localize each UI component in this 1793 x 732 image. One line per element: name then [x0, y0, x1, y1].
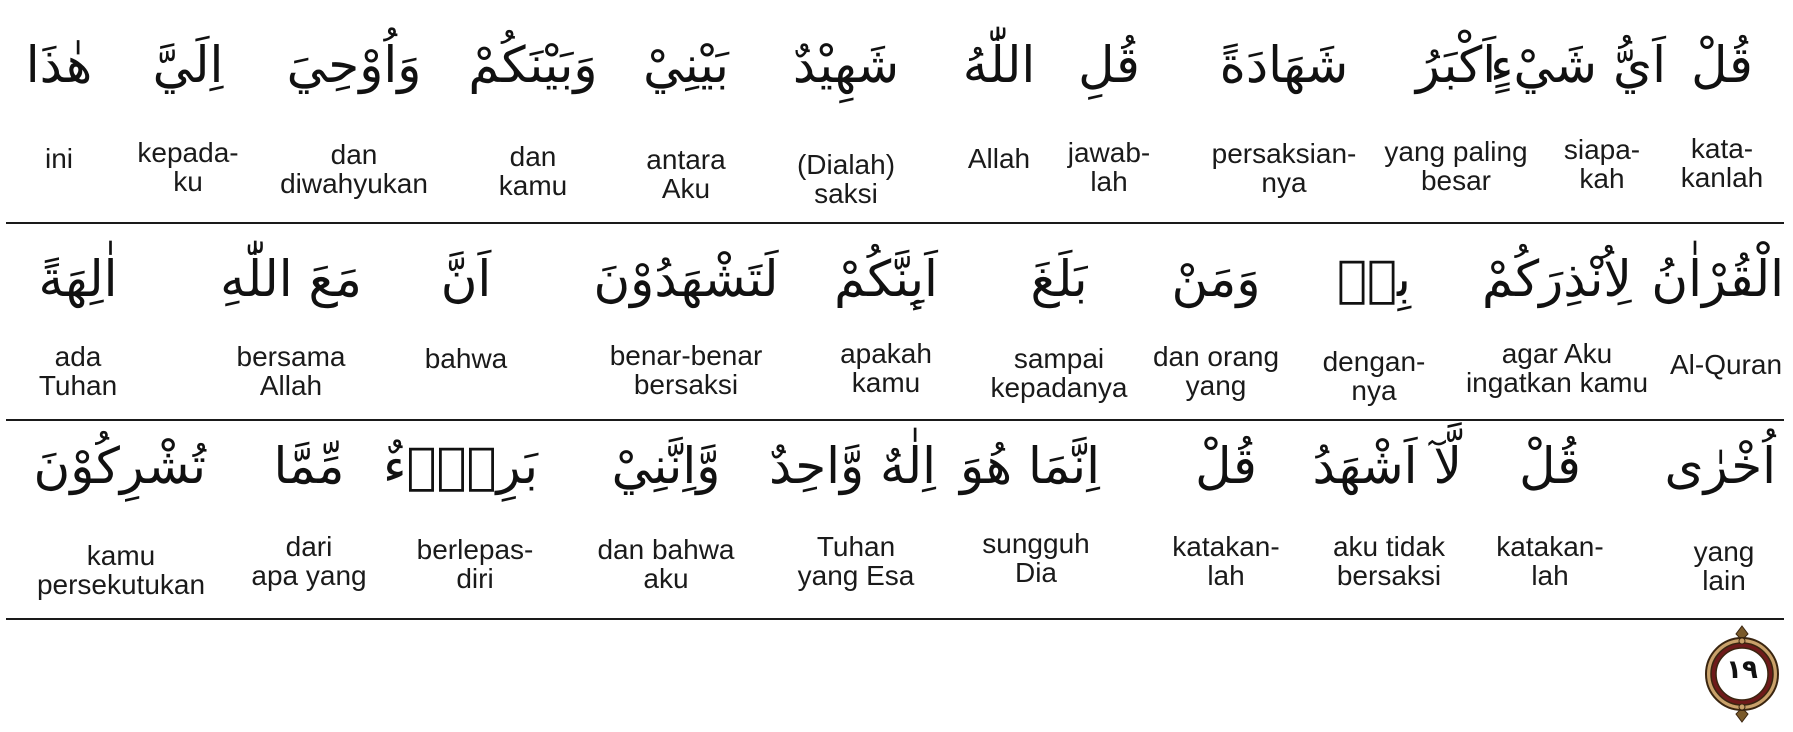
translation-text: dan kamu	[498, 141, 568, 201]
page-number: ١٩	[1726, 655, 1758, 685]
translation-text: bahwa	[424, 343, 508, 374]
translation-text: katakan- lah	[1172, 531, 1280, 591]
word-cell	[768, 421, 936, 618]
arabic-word: اِلَيَّ	[152, 36, 224, 94]
word-cell	[826, 224, 946, 419]
word-cell	[1666, 0, 1778, 222]
arabic-word: قُلْ	[1691, 36, 1753, 94]
word-row-2	[6, 224, 1784, 421]
arabic-word: وَبَيْنَكُمْ	[468, 36, 598, 94]
translation-text: agar Aku ingatkan kamu	[1465, 338, 1649, 398]
translation-text: antara Aku	[646, 144, 726, 204]
translation-text: bersama Allah	[236, 341, 346, 401]
word-cell	[586, 224, 786, 419]
word-cell	[246, 421, 372, 618]
translation-text: jawab- lah	[1067, 137, 1151, 197]
word-row-1	[6, 0, 1784, 224]
translation-text: ada Tuhan	[38, 341, 118, 401]
translation-text: kata- kanlah	[1680, 133, 1764, 193]
translation-text: persaksian- nya	[1211, 138, 1357, 198]
word-cell	[416, 224, 516, 419]
translation-text: yang paling besar	[1384, 136, 1528, 196]
word-cell	[274, 0, 434, 222]
arabic-word: قُلْ	[1519, 437, 1581, 495]
arabic-word: وَمَنْ	[1171, 250, 1261, 308]
word-cell	[1374, 0, 1538, 222]
translation-text: benar-benar bersaksi	[609, 340, 763, 400]
word-cell	[1162, 421, 1290, 618]
page-number-badge	[1702, 624, 1782, 724]
word-cell	[20, 224, 136, 419]
arabic-word: اَكْبَرُ	[1415, 36, 1497, 94]
arabic-word: بِهٖ	[1337, 250, 1411, 308]
word-row-3	[6, 421, 1784, 620]
translation-text: dan orang yang	[1152, 341, 1280, 401]
arabic-word: شَهَادَةً	[1219, 36, 1349, 94]
translation-text: siapa- kah	[1563, 134, 1641, 194]
translation-text: aku tidak bersaksi	[1332, 531, 1446, 591]
arabic-word: اُخْرٰى	[1664, 437, 1776, 495]
word-cell	[1664, 421, 1776, 618]
arabic-word: قُلْ	[1195, 437, 1257, 495]
arabic-word: اَيُّ شَيْءٍ	[1489, 36, 1666, 94]
translation-text: dari apa yang	[251, 531, 367, 591]
arabic-word: اللّٰهُ	[962, 36, 1036, 94]
arabic-word: الْقُرْاٰنُ	[1651, 250, 1784, 308]
translation-text: sampai kepadanya	[990, 343, 1128, 403]
arabic-word: اِلٰهٌ وَّاحِدٌ	[768, 437, 936, 495]
word-cell	[626, 0, 746, 222]
arabic-word: بَيْنِيْ	[643, 36, 729, 94]
translation-text: dengan- nya	[1322, 346, 1426, 406]
arabic-word: لِاُنْذِرَكُمْ	[1482, 250, 1632, 308]
arabic-word: مِّمَّا	[273, 437, 345, 495]
arabic-word: قُلِ	[1078, 36, 1140, 94]
word-cell	[382, 421, 538, 618]
word-cell	[16, 0, 102, 222]
arabic-word: بَرِيْۤءٌ	[382, 437, 538, 495]
word-cell	[946, 0, 1052, 222]
arabic-word: مَعَ اللّٰهِ	[220, 250, 362, 308]
arabic-word: شَهِيْدٌ	[792, 36, 900, 94]
translation-text: berlepas- diri	[416, 534, 534, 594]
translation-text: katakan- lah	[1496, 531, 1604, 591]
translation-text: kamu persekutukan	[36, 540, 206, 600]
word-cell	[1489, 0, 1666, 222]
word-cell	[216, 224, 366, 419]
word-cell	[1651, 224, 1784, 419]
arabic-word: اَىِٕنَّكُمْ	[834, 250, 938, 308]
arabic-word: هٰذَا	[25, 36, 93, 94]
word-cell	[462, 0, 604, 222]
arabic-word: وَّاِنَّنِيْ	[611, 437, 721, 495]
word-cell	[33, 421, 206, 618]
translation-text: Al-Quran	[1669, 349, 1783, 380]
arabic-word: اِنَّمَا هُوَ	[959, 437, 1100, 495]
translation-text: sungguh Dia	[982, 528, 1090, 588]
translation-text: ini	[44, 143, 73, 174]
translation-text: apakah kamu	[840, 338, 932, 398]
word-cell	[1458, 224, 1656, 419]
arabic-word: وَاُوْحِيَ	[286, 36, 422, 94]
word-cell	[1194, 0, 1374, 222]
translation-text: Tuhan yang Esa	[797, 531, 915, 591]
arabic-word: اَنَّ	[440, 250, 492, 308]
translation-text: (Dialah) saksi	[796, 149, 896, 209]
word-cell	[1144, 224, 1288, 419]
word-cell	[1312, 421, 1462, 618]
arabic-word: تُشْرِكُوْنَ	[33, 437, 206, 495]
arabic-word: لَتَشْهَدُوْنَ	[593, 250, 779, 308]
translation-text: kepada- ku	[137, 137, 239, 197]
arabic-word: اٰلِهَةً	[38, 250, 118, 308]
arabic-word: لَّآ اَشْهَدُ	[1312, 437, 1462, 495]
word-cell	[586, 421, 746, 618]
word-cell	[1486, 421, 1614, 618]
word-cell	[1058, 0, 1160, 222]
translation-text: dan diwahyukan	[280, 139, 428, 199]
word-cell	[959, 421, 1100, 618]
word-cell	[1312, 224, 1436, 419]
translation-text: Allah	[967, 143, 1031, 174]
word-cell	[784, 0, 908, 222]
translation-text: yang lain	[1693, 536, 1755, 596]
arabic-word: بَلَغَ	[1030, 250, 1088, 308]
word-cell	[128, 0, 248, 222]
translation-text: dan bahwa aku	[597, 534, 735, 594]
word-cell	[984, 224, 1134, 419]
